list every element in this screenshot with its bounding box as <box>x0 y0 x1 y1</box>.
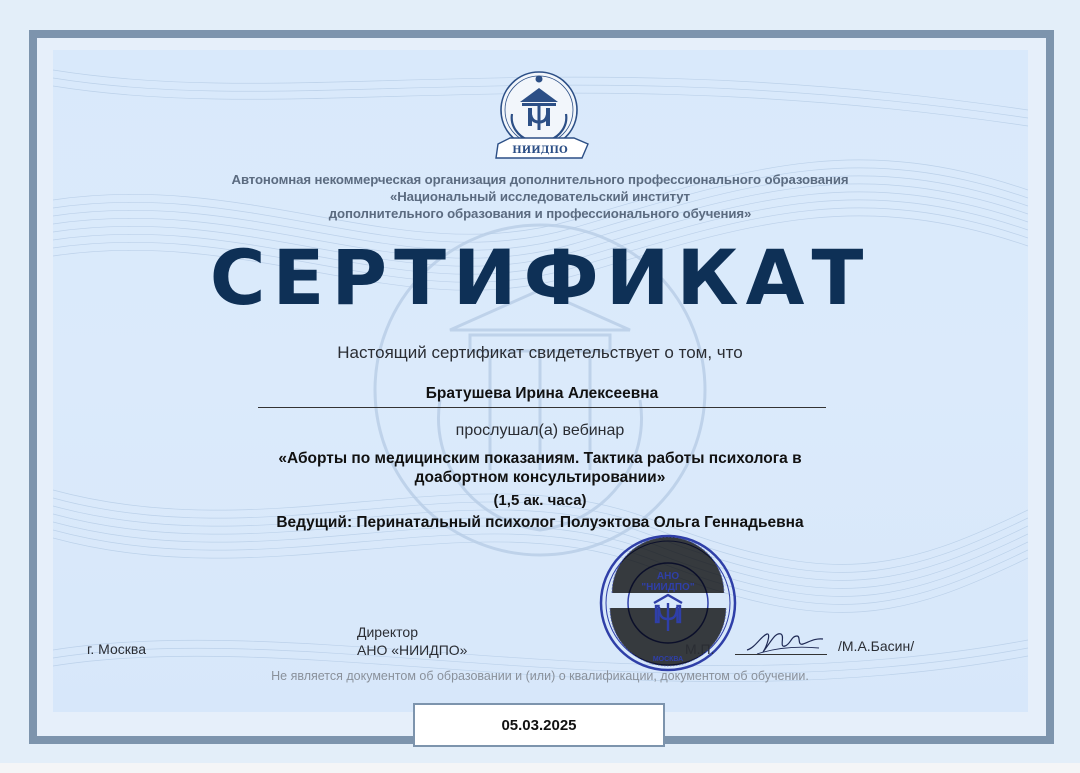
intro-text: Настоящий сертификат свидетельствует о том, что <box>337 343 743 362</box>
recipient-underline <box>258 407 826 408</box>
organization-name <box>200 171 880 222</box>
director-block <box>357 623 467 659</box>
director-title: Директор <box>357 624 418 640</box>
organization-line-2: «Национальный исследовательский институт <box>389 189 691 204</box>
niidpo-logo <box>492 64 592 164</box>
course-title <box>180 449 900 487</box>
director-org: АНО «НИИДПО» <box>357 642 468 658</box>
official-stamp <box>598 533 738 673</box>
director-signature <box>745 624 825 660</box>
course-hours: (1,5 ак. часа) <box>493 492 587 509</box>
seal-place-label: М.П. <box>685 641 715 657</box>
signer-name: /М.А.Басин/ <box>838 638 915 654</box>
stamp-center-line-1: АНО <box>656 571 680 582</box>
course-title-line-1: «Аборты по медицинским показаниям. Тактика работы психолога в <box>278 450 802 467</box>
stamp-bottom-text: МОСКВА <box>652 656 684 663</box>
attended-text: прослушал(а) вебинар <box>455 422 625 439</box>
logo-text: НИИДПО <box>512 145 568 156</box>
city-label: г. Москва <box>87 641 146 657</box>
course-host: Ведущий: Перинатальный психолог Полуэктова Ольга Геннадьевна <box>276 514 804 531</box>
disclaimer-text: Не является документом об образовании и (или) о квалификации, документом об обучении. <box>271 669 809 683</box>
issue-date: 05.03.2025 <box>413 703 665 747</box>
certificate-title: СЕРТИФИКАТ <box>209 233 871 322</box>
stamp-center-line-2: "НИИДПО" <box>641 582 695 593</box>
course-title-line-2: доабортном консультировании» <box>414 469 666 486</box>
recipient-name: Братушева Ирина Алексеевна <box>425 385 659 402</box>
organization-line-1: Автономная некоммерческая организация дополнительного профессионального образования <box>231 172 849 187</box>
organization-line-3: дополнительного образования и профессионального обучения» <box>328 206 752 221</box>
